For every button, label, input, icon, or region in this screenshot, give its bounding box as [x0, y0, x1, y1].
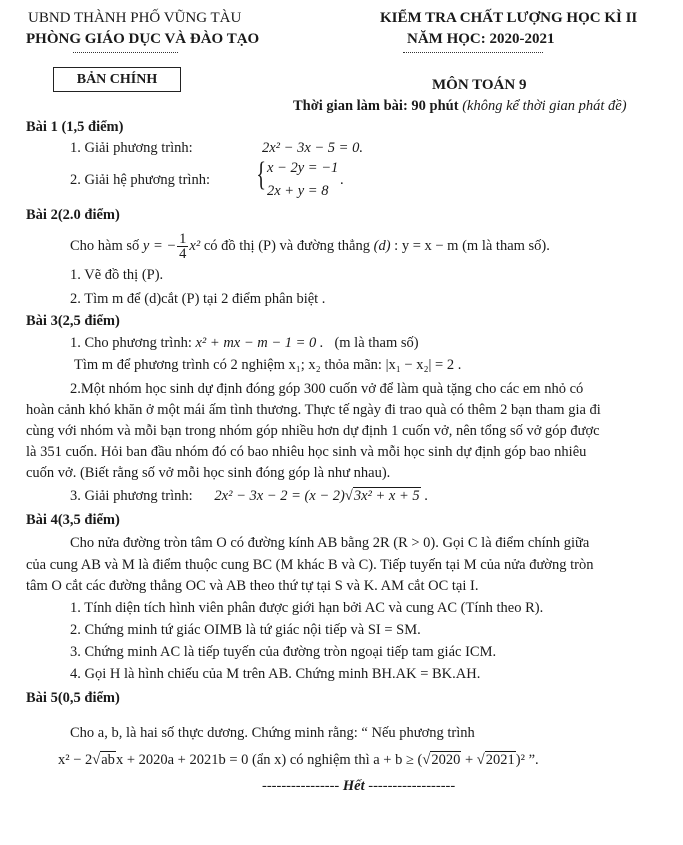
bai3-q1-label: 1. Cho phương trình: [70, 335, 192, 351]
duration-text: Thời gian làm bài: 90 phút [293, 98, 459, 114]
fraction-denominator: 4 [179, 246, 187, 262]
bai3-q2-line4: là 351 cuốn. Hỏi ban đầu nhóm đó có bao nhiêu học sinh và mỗi học sinh dự định góp bao nhiêu [26, 444, 587, 460]
dashes-right: ------------------ [368, 778, 456, 794]
bai3-q1-note: (m là tham số) [334, 335, 419, 351]
bai5-radicand-2: 2021 [485, 752, 515, 768]
bai3-q3-lhs: 2x² − 3x − 2 = (x − 2) [214, 488, 345, 504]
bai3-q1-find: Tìm m để phương trình có 2 nghiệm x₁; x₂ thỏa mãn: |x₁ − x₂| = 2 . [74, 357, 462, 373]
bai5-radicand-1: 2020 [431, 752, 461, 768]
bai2-q2: 2. Tìm m để (d)cắt (P) tại 2 điểm phân biệt . [70, 291, 326, 307]
bai3-q2-line2: hoàn cảnh khó khăn ở một mái ấm tình thương. Thực tế ngày đi trao quà có thêm 2 bạn tham gia đi [26, 402, 601, 418]
office-name: PHÒNG GIÁO DỤC VÀ ĐÀO TẠO [26, 31, 260, 47]
sqrt-icon: √ [422, 752, 431, 768]
bai2-d: (d) [373, 237, 391, 254]
bai2-y: y = − [142, 237, 177, 254]
bai5-plus: + [461, 752, 477, 768]
bai4-para-line1: Cho nửa đường tròn tâm O có đường kính AB bằng 2R (R > 0). Gọi C là điểm chính giữa [70, 535, 590, 551]
bai2-q1: 1. Vẽ đồ thị (P). [70, 267, 164, 283]
fraction [177, 232, 188, 261]
dashes-left: ---------------- [262, 778, 340, 794]
bai5-title: Bài 5(0,5 điểm) [26, 690, 120, 706]
bai5-eq-pre: x² − 2 [58, 752, 93, 768]
bai3-q3-radicand: 3x² + x + 5 [353, 488, 420, 504]
bai4-para-line3: tâm O cắt các đường thẳng OC và AB theo thứ tự tại S và K. AM cắt OC tại I. [26, 578, 479, 594]
bai4-q3: 3. Chứng minh AC là tiếp tuyến của đường tròn ngoại tiếp tam giác ICM. [70, 644, 497, 660]
bai1-q1-equation: 2x² − 3x − 5 = 0. [262, 140, 363, 156]
header-underline-left [73, 52, 178, 53]
sqrt-icon: √ [476, 752, 485, 768]
sqrt-icon: √ [92, 752, 101, 768]
bai3-q2-line3: cùng với nhóm và mỗi bạn trong nhóm góp nhiều hơn dự định 1 cuốn vở, nên tổng số vở góp được [26, 423, 600, 439]
bai4-para-line2: của cung AB và M là điểm thuộc cung BC (M khác B và C). Tiếp tuyến tại M của nửa đường tròn [26, 557, 594, 573]
bai2-x2: x² [189, 237, 201, 254]
bai2-intro-end: (m là tham số). [462, 237, 550, 254]
bai2-title: Bài 2(2.0 điểm) [26, 207, 120, 223]
bai2-intro-pre: Cho hàm số [70, 237, 140, 254]
bai2-line: : y = x − m [394, 237, 459, 254]
bai5-para: Cho a, b, là hai số thực dương. Chứng minh rằng: “ Nếu phương trình [70, 725, 475, 741]
duration-note: (không kể thời gian phát đề) [462, 98, 627, 114]
school-year: NĂM HỌC: 2020-2021 [407, 31, 555, 47]
bai1-system-eq1: x − 2y = −1 [267, 160, 339, 176]
bai2-intro-mid: có đồ thị (P) và đường thẳng [203, 237, 370, 254]
original-copy-stamp: BẢN CHÍNH [53, 67, 181, 92]
bai3-q1-equation: x² + mx − m − 1 = 0 . [195, 335, 324, 351]
sqrt-icon: √ [344, 488, 353, 504]
bai1-system-end: . [340, 172, 344, 188]
exam-duration [293, 98, 627, 115]
bai1-title: Bài 1 (1,5 điểm) [26, 119, 124, 135]
department-name: UBND THÀNH PHỐ VŨNG TÀU [28, 10, 242, 26]
bai1-q1-label: 1. Giải phương trình: [70, 140, 193, 156]
end-marker [262, 778, 455, 795]
bai3-q2-line1: 2.Một nhóm học sinh dự định đóng góp 300 cuốn vở để làm quà tặng cho các em nhỏ có [70, 381, 584, 397]
bai1-q2-label: 2. Giải hệ phương trình: [70, 172, 210, 188]
bai1-system-eq2: 2x + y = 8 [267, 183, 329, 199]
bai3-q1 [70, 335, 419, 352]
bai4-title: Bài 4(3,5 điểm) [26, 512, 120, 528]
bai4-q2: 2. Chứng minh tứ giác OIMB là tứ giác nội tiếp và SI = SM. [70, 622, 421, 638]
fraction-numerator: 1 [179, 231, 187, 247]
header-underline-right [403, 52, 543, 53]
exam-title: KIỂM TRA CHẤT LƯỢNG HỌC KÌ II [380, 10, 638, 26]
bai2-intro [70, 232, 550, 261]
bai5-eq-radicand: ab [101, 752, 115, 768]
bai4-q4: 4. Gọi H là hình chiếu của M trên AB. Chứng minh BH.AK = BK.AH. [70, 666, 481, 682]
bai5-eq-end: )² ”. [515, 752, 539, 768]
subject-title: MÔN TOÁN 9 [432, 77, 527, 93]
bai3-q3-end: . [424, 488, 428, 504]
bai3-q3-label: 3. Giải phương trình: [70, 488, 193, 504]
bai5-equation [58, 752, 539, 769]
bai5-eq-mid: x + 2020a + 2021b = 0 (ẩn x) có nghiệm thì a + b ≥ ( [115, 752, 423, 768]
bai3-q2-line5: cuốn vở. (Biết rằng số vở mỗi học sinh đóng góp là như nhau). [26, 465, 391, 481]
bai3-title: Bài 3(2,5 điểm) [26, 313, 120, 329]
bai3-q3 [70, 488, 428, 505]
end-word: Hết [342, 778, 365, 794]
left-brace-icon: { [256, 156, 267, 193]
bai4-q1: 1. Tính diện tích hình viên phân được giới hạn bởi AC và cung AC (Tính theo R). [70, 600, 544, 616]
